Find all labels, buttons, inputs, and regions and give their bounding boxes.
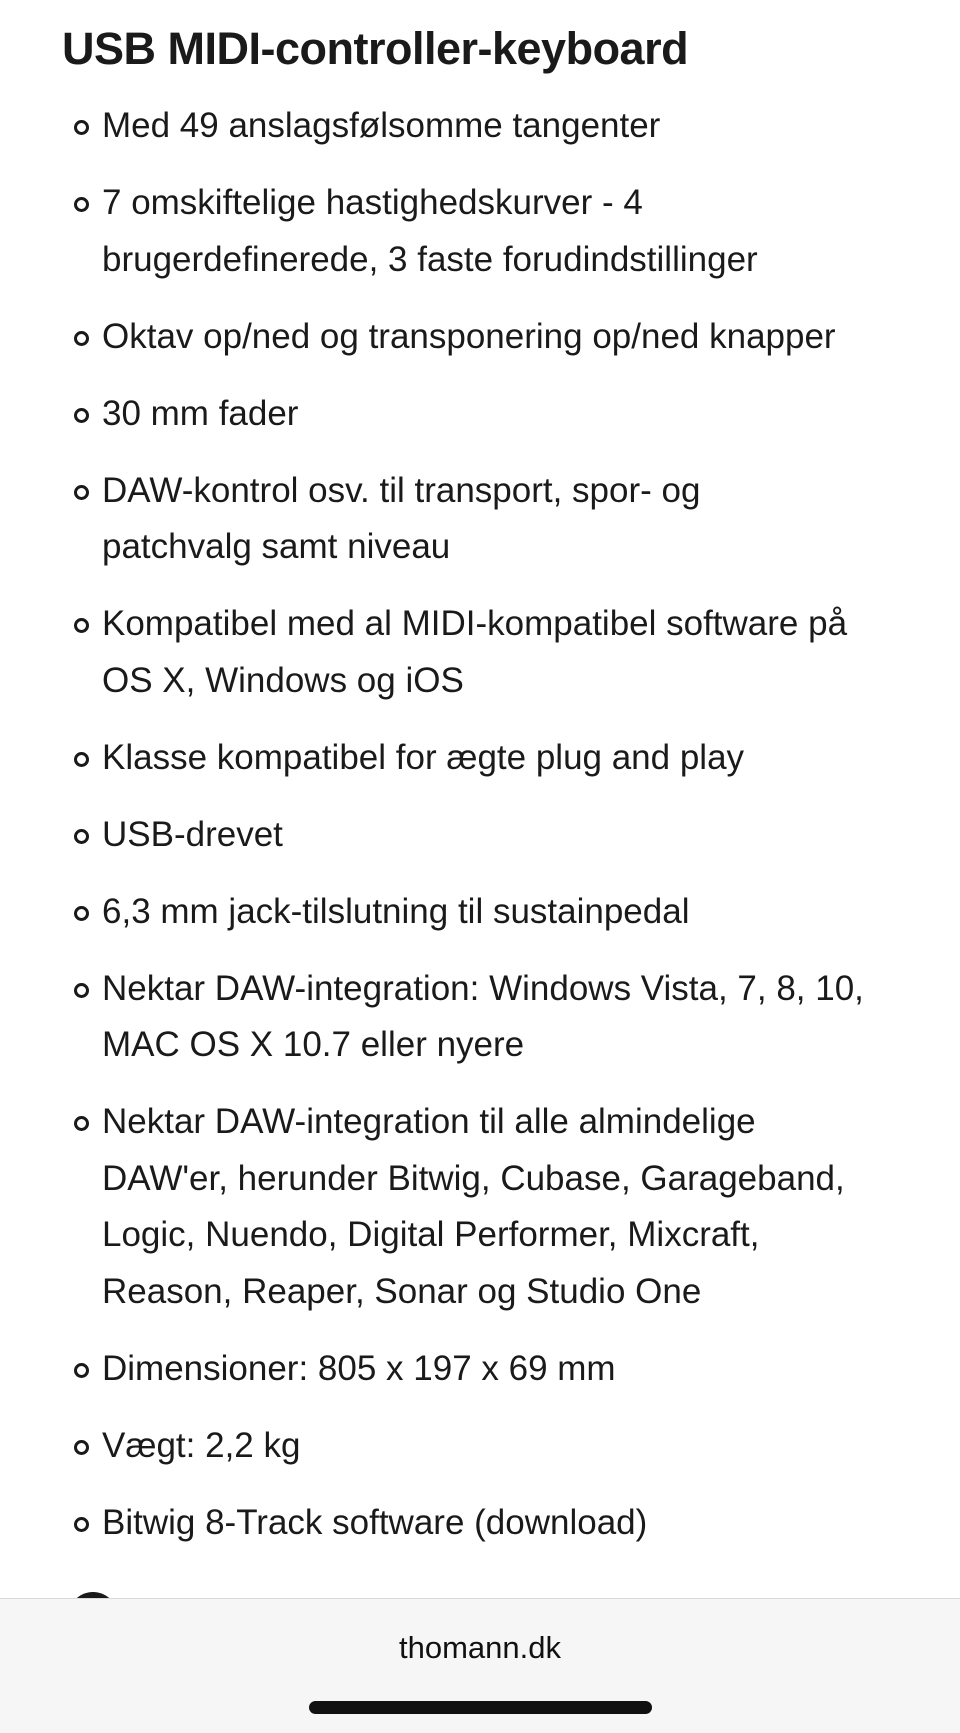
feature-text: DAW-kontrol osv. til transport, spor- og xyxy=(102,470,701,510)
bullet-icon xyxy=(74,408,89,423)
feature-text: Med 49 anslagsfølsomme tangenter xyxy=(102,106,661,145)
feature-item xyxy=(0,807,960,864)
feature-text: 6,3 mm jack-tilslutning til sustainpedal xyxy=(102,891,690,931)
feature-text: brugerdefinerede, 3 faste forudindstillinger xyxy=(102,239,758,279)
bullet-icon xyxy=(74,906,89,921)
feature-item xyxy=(0,175,960,288)
feature-text: Logic, Nuendo, Digital Performer, Mixcraft, xyxy=(102,1215,760,1254)
feature-item xyxy=(0,309,960,366)
feature-text: 30 mm fader xyxy=(102,393,299,433)
bullet-icon xyxy=(74,829,89,844)
bullet-icon xyxy=(74,1116,89,1131)
feature-text: Dimensioner: 805 x 197 x 69 mm xyxy=(102,1348,616,1388)
bullet-icon xyxy=(74,485,89,500)
feature-text: USB-drevet xyxy=(102,814,283,854)
feature-text: OS X, Windows og iOS xyxy=(102,660,464,700)
bullet-icon xyxy=(74,331,89,346)
feature-text: Kompatibel med al MIDI-kompatibel software på xyxy=(102,604,848,643)
feature-text: Bitwig 8-Track software (download) xyxy=(102,1502,648,1542)
address-bar-domain[interactable]: thomann.dk xyxy=(399,1630,561,1665)
feature-item xyxy=(0,961,960,1074)
bullet-icon xyxy=(74,752,89,767)
feature-text: Nektar DAW-integration: Windows Vista, 7, 8, 10, xyxy=(102,968,864,1008)
feature-list xyxy=(0,98,960,1572)
feature-item xyxy=(0,98,960,155)
feature-item xyxy=(0,730,960,787)
feature-item xyxy=(0,386,960,443)
feature-item xyxy=(0,1418,960,1475)
feature-item xyxy=(0,884,960,941)
feature-text: MAC OS X 10.7 eller nyere xyxy=(102,1025,525,1064)
bullet-icon xyxy=(74,1363,89,1378)
feature-text: patchvalg samt niveau xyxy=(102,527,451,566)
bullet-icon xyxy=(74,1440,89,1455)
feature-text: Klasse kompatibel for ægte plug and play xyxy=(102,737,745,777)
bullet-icon xyxy=(74,120,89,135)
feature-item xyxy=(0,463,960,576)
feature-item xyxy=(0,1495,960,1552)
feature-text: Nektar DAW-integration til alle almindelige xyxy=(102,1102,756,1141)
feature-text: Reason, Reaper, Sonar og Studio One xyxy=(102,1271,702,1311)
feature-item xyxy=(0,596,960,709)
section-title: USB MIDI-controller-keyboard xyxy=(62,23,689,74)
bullet-icon xyxy=(74,618,89,633)
feature-text: 7 omskiftelige hastighedskurver - 4 xyxy=(102,183,643,222)
feature-item xyxy=(0,1094,960,1320)
bullet-icon xyxy=(74,1517,89,1532)
feature-item xyxy=(0,1341,960,1398)
bullet-icon xyxy=(74,983,89,998)
feature-text: Oktav op/ned og transponering op/ned knapper xyxy=(102,316,836,356)
browser-bottom-bar xyxy=(0,1598,960,1733)
feature-text: Vægt: 2,2 kg xyxy=(102,1425,301,1465)
home-indicator[interactable] xyxy=(309,1701,652,1714)
feature-text: DAW'er, herunder Bitwig, Cubase, Garageband, xyxy=(102,1158,845,1198)
bullet-icon xyxy=(74,197,89,212)
